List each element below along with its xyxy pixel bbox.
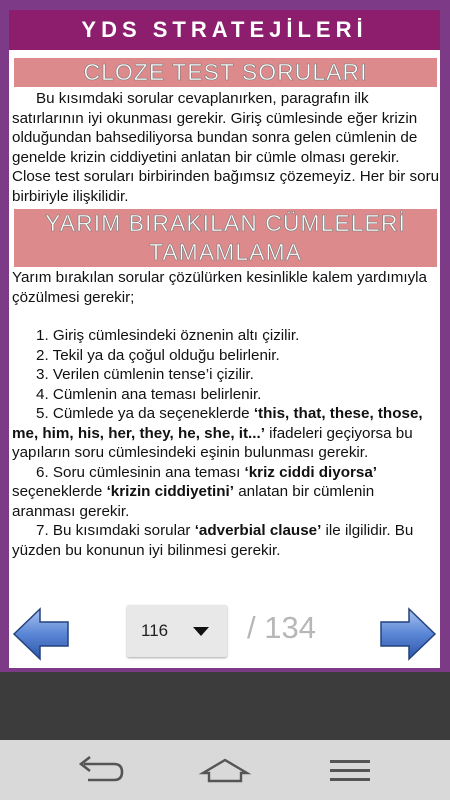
list-item-text: 7. Bu kısımdaki sorular [36,522,195,539]
list-item-text: 6. Soru cümlesinin ana teması [36,463,245,481]
list-item-text: anlatan bir cümlenin aranması gerekir. [12,483,375,520]
content-page [9,10,440,668]
page-number-dropdown[interactable] [127,605,227,657]
list-item: 3. Verilen cümlenin tense’i çizilir. [36,366,254,383]
left-arrow-icon[interactable] [12,606,70,662]
list-item-bold: ‘this, that, these, those, me, him, his, her, they, he, she, it...’ [12,405,423,442]
yarim-section-title: YARIM BIRAKILAN CÜMLELERİ TAMAMLAMA [14,209,437,267]
caret-down-icon [193,627,209,636]
system-navigation-bar [0,740,450,800]
total-pages: / 134 [247,610,316,645]
back-icon[interactable] [70,752,130,788]
list-item-bold: ‘adverbial clause’ [194,522,322,539]
menu-icon[interactable] [320,752,380,788]
yarim-intro-paragraph: Yarım bırakılan sorular çözülürken kesinlikle kalem yardımıyla çözülmesi gerekir; [12,269,427,306]
list-item-bold: ‘krizin ciddiyetini’ [106,483,234,500]
list-item [12,463,440,522]
cloze-paragraph: Bu kısımdaki sorular cevaplanırken, paragrafın ilk satırlarının iyi okunması gerekir. Giriş cümlesinde eğer krizin olduğundan bahsediliyorsa bundan sonra gelen cümlenin de genelde krizin ciddiyetini anlatan bir cümle olması gerekir. Close test soruları birbirinden bağımsız çözemeyiz. Her bir soru birbiriyle ilişkilidir. [12,90,440,205]
home-icon[interactable] [195,752,255,788]
list-item-text: ifadeleri geçiyorsa bu yapıların soru cümlesindeki eşinin bulunması gerekir. [12,424,413,461]
page-header: YDS STRATEJİLERİ [9,10,440,50]
page-navigation [9,600,440,660]
cloze-section-title: CLOZE TEST SORULARI [14,58,437,87]
list-item-text: ile ilgilidir. Bu yüzden bu konunun iyi bilinmesi gerekir. [12,522,414,559]
list-item: 1. Giriş cümlesindeki öznenin altı çizilir. [36,327,300,344]
list-item [12,404,440,463]
list-item [12,521,440,560]
list-item-text: seçeneklerde [12,483,107,500]
list-item-text: 5. Cümlede ya da seçeneklerde [36,405,254,422]
list-item: 4. Cümlenin ana teması belirlenir. [36,385,262,403]
strategy-list [12,326,440,560]
right-arrow-icon[interactable] [379,606,437,662]
list-item-bold: ‘kriz ciddi diyorsa’ [244,463,378,481]
list-item: 2. Tekil ya da çoğul olduğu belirlenir. [36,346,280,364]
current-page-value: 116 [141,621,169,640]
